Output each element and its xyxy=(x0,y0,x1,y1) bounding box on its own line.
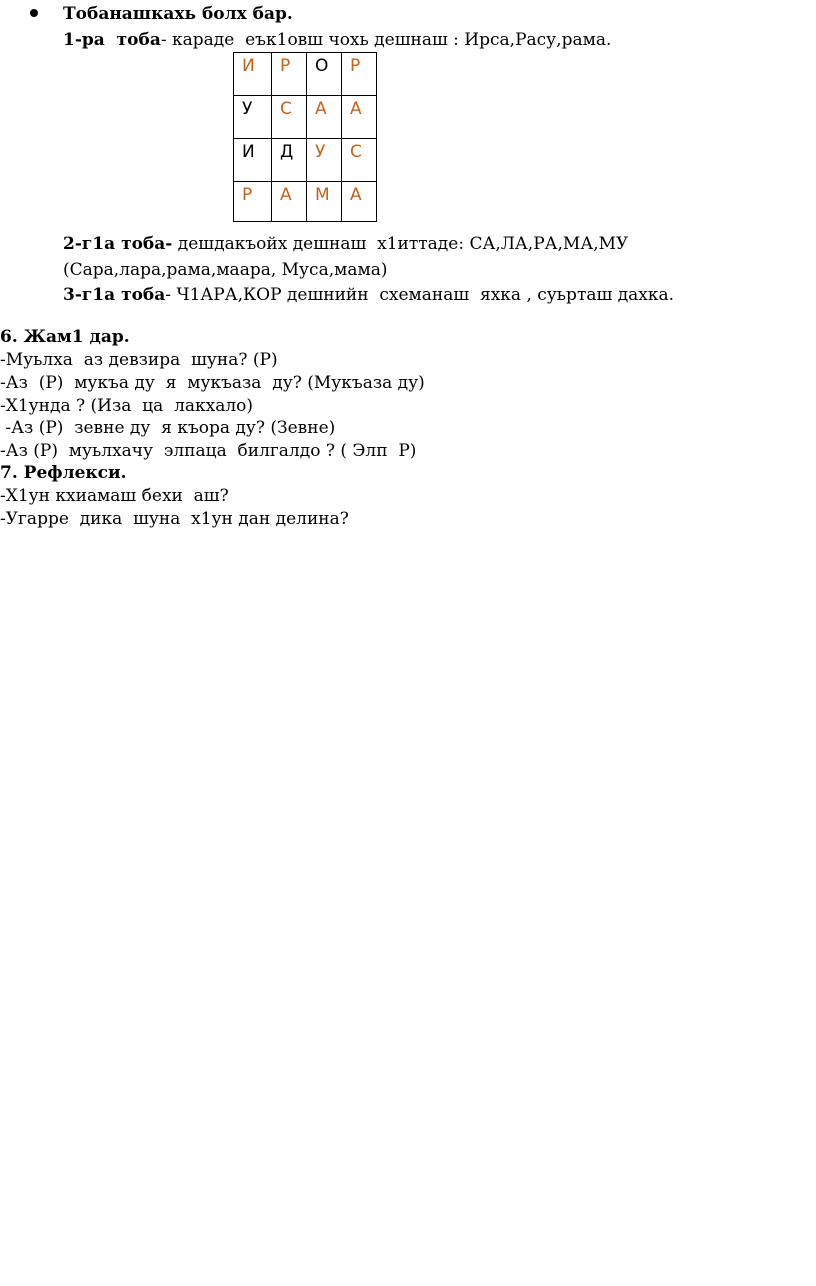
group2-label: 2-г1а тоба- xyxy=(63,234,173,254)
group3-line xyxy=(63,284,674,306)
group1-line xyxy=(63,29,611,51)
grid-cell: У xyxy=(234,96,272,139)
group2-text: дешдакъойх дешнаш х1иттаде: СА,ЛА,РА,МА,МУ xyxy=(172,234,629,254)
group3-text: - Ч1АРА,КОР дешнийн схеманаш яхка , суьрташ дахка. xyxy=(165,285,675,305)
grid-cell: А xyxy=(307,96,342,139)
intro-title: Тобанашкахь болх бар. xyxy=(63,4,293,24)
section6-line: -Х1унда ? (Иза ца лакхало) xyxy=(0,396,254,416)
grid-cell: С xyxy=(342,139,377,182)
grid-cell: И xyxy=(234,53,272,96)
letter-grid xyxy=(233,52,377,222)
bullet-item xyxy=(0,3,816,27)
grid-cell: Д xyxy=(272,139,307,182)
grid-cell: М xyxy=(307,182,342,222)
group2-line xyxy=(63,233,628,255)
group1-label: 1-ра тоба xyxy=(63,30,161,50)
section7-line: -Х1ун кхиамаш бехи аш? xyxy=(0,486,229,506)
group3-label: 3-г1а тоба xyxy=(63,285,166,305)
grid-cell: А xyxy=(342,182,377,222)
section6-line: -Аз (Р) муьлхачу элпаца билгалдо ? ( Элп Р) xyxy=(0,441,417,461)
section6-line: -Аз (Р) зевне ду я къора ду? (Зевне) xyxy=(0,418,336,438)
section6-line: -Муьлха аз девзира шуна? (Р) xyxy=(0,350,278,370)
grid-cell: А xyxy=(272,182,307,222)
grid-cell: А xyxy=(342,96,377,139)
section6-line: -Аз (Р) мукъа ду я мукъаза ду? (Мукъаза ду) xyxy=(0,373,425,393)
grid-cell: Р xyxy=(272,53,307,96)
section6-title: 6. Жам1 дар. xyxy=(0,327,130,347)
grid-cell: С xyxy=(272,96,307,139)
grid-row xyxy=(234,182,377,222)
bullet-dot-icon xyxy=(30,9,38,17)
grid-cell: Р xyxy=(234,182,272,222)
section7-title: 7. Рефлекси. xyxy=(0,463,127,483)
grid-cell: Р xyxy=(342,53,377,96)
group1-text: - караде еък1овш чохь дешнаш : Ирса,Расу,рама. xyxy=(160,30,612,50)
grid-cell: О xyxy=(307,53,342,96)
grid-cell: У xyxy=(307,139,342,182)
grid-cell: И xyxy=(234,139,272,182)
group2-line2: (Сара,лара,рама,маара, Муса,мама) xyxy=(63,260,388,280)
grid-row xyxy=(234,53,377,96)
section7-line: -Угарре дика шуна х1ун дан делина? xyxy=(0,509,349,529)
grid-row xyxy=(234,96,377,139)
grid-row xyxy=(234,139,377,182)
